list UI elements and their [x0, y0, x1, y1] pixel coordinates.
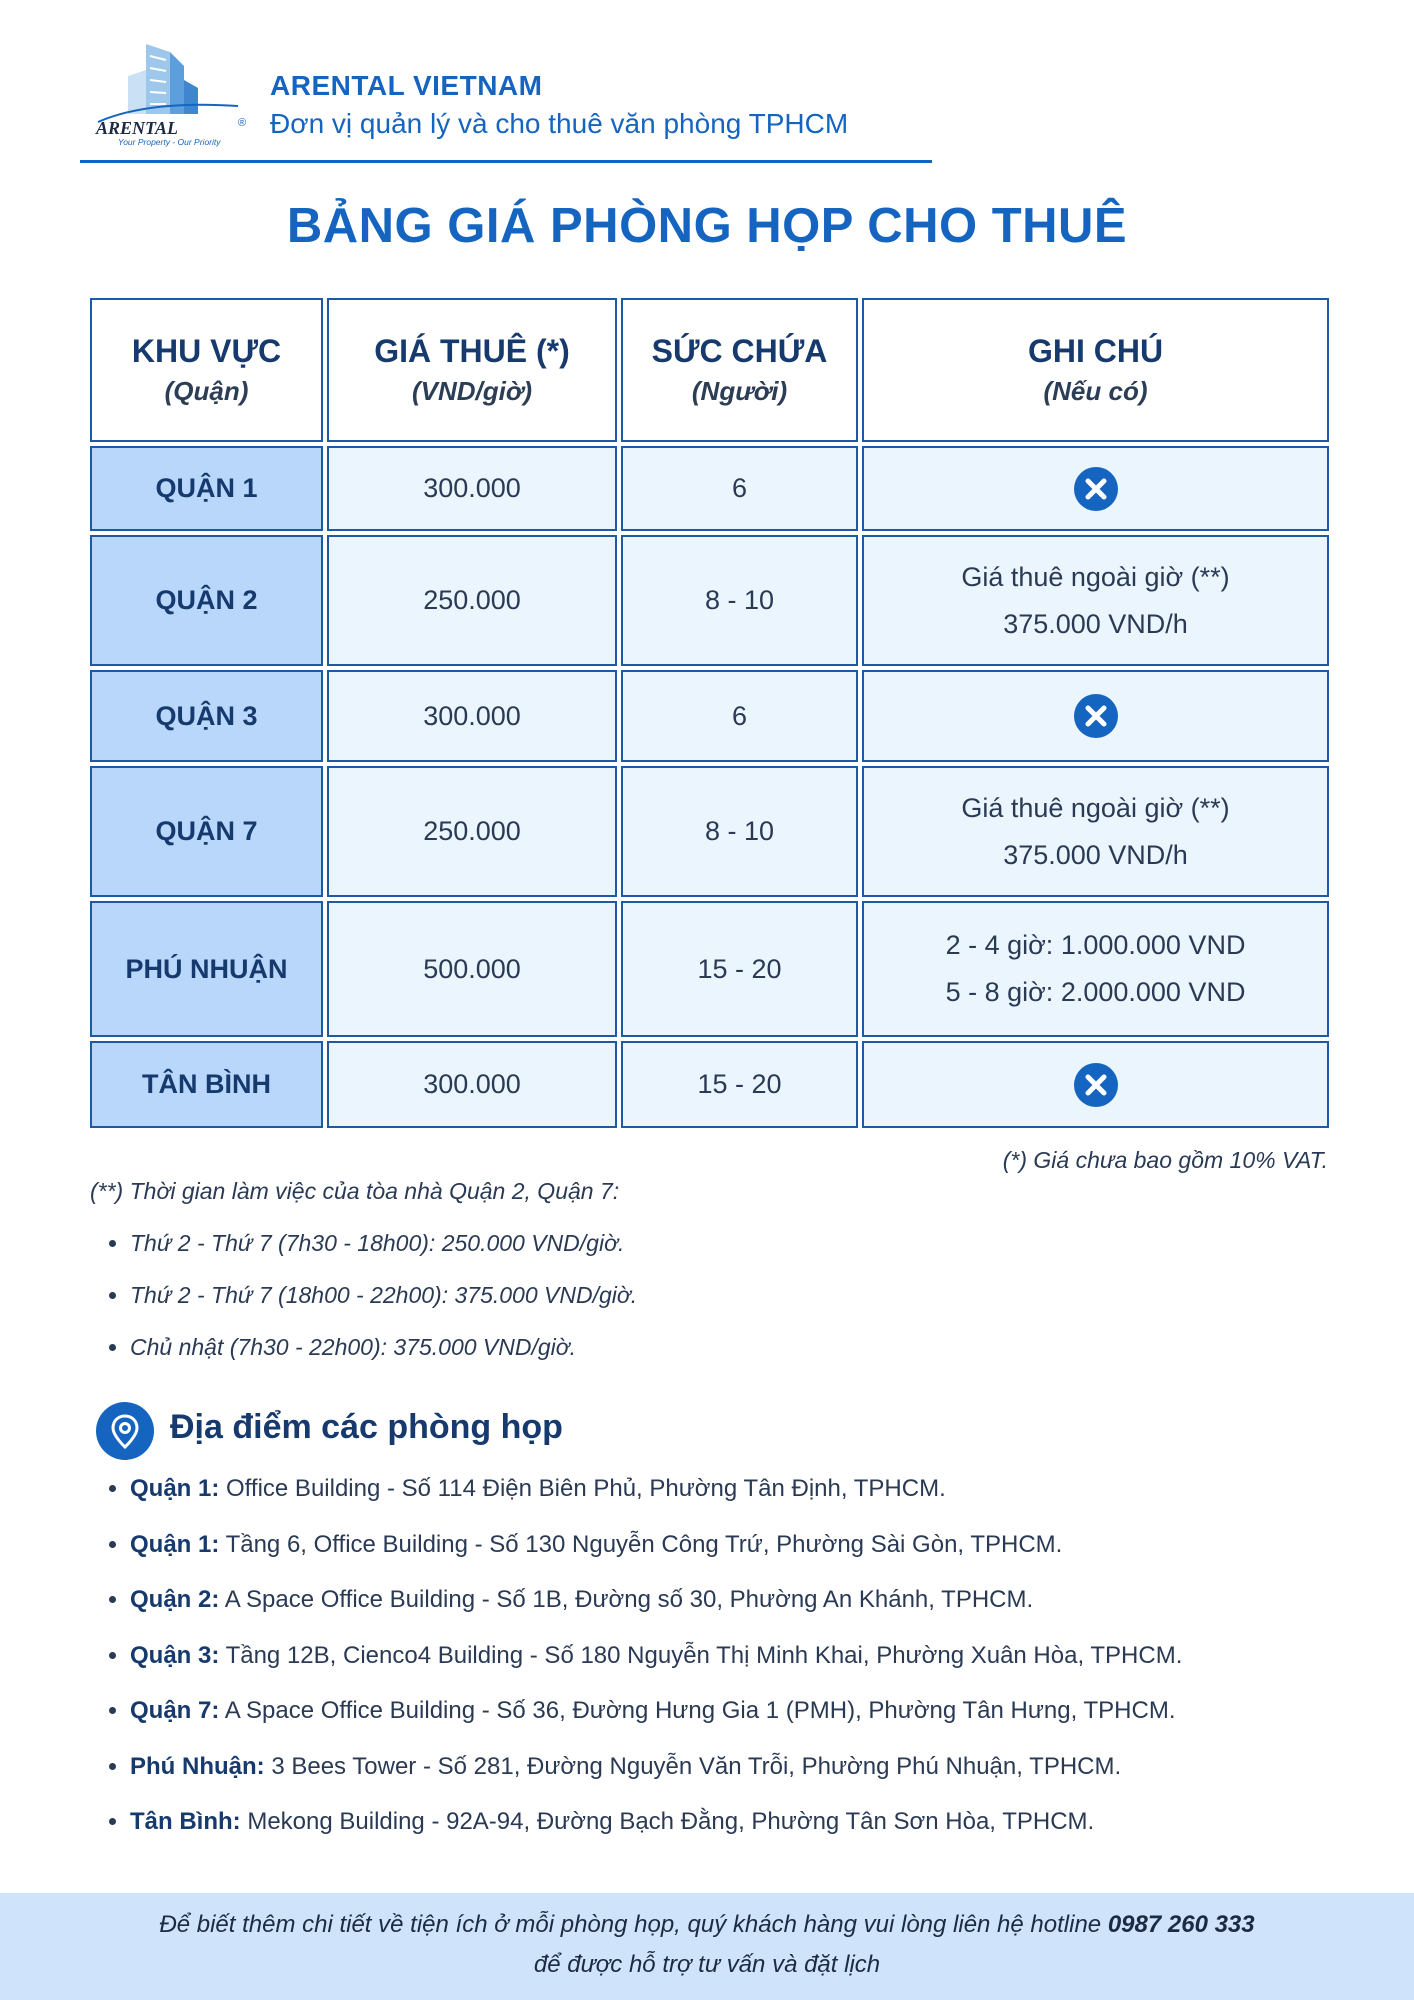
vat-note: (*) Giá chưa bao gồm 10% VAT.: [1002, 1147, 1328, 1173]
footer-contact-line: Để biết thêm chi tiết về tiện ích ở mỗi phòng họp, quý khách hàng vui lòng liên hệ hotline 0987 260 333: [159, 1911, 1255, 1938]
brand-name: ARENTAL VIETNAM: [270, 70, 543, 101]
capacity-cell: 6: [621, 446, 858, 531]
location-label: Tân Bình:: [130, 1808, 241, 1835]
note-line: 375.000 VND/h: [1003, 608, 1188, 639]
svg-text:®: ®: [238, 117, 247, 129]
location-label: Quận 2:: [130, 1586, 220, 1613]
footer-booking-line: để được hỗ trợ tư vấn và đặt lịch: [533, 1951, 881, 1978]
list-item: [130, 1468, 1390, 1524]
location-label: Quận 7:: [130, 1697, 220, 1724]
price-cell: 250.000: [327, 766, 617, 897]
list-item: [130, 1746, 1390, 1802]
capacity-cell: 8 - 10: [621, 766, 858, 897]
location-label: Quận 1:: [130, 1475, 220, 1502]
list-item: [130, 1801, 1390, 1857]
brand-tagline: Đơn vị quản lý và cho thuê văn phòng TPHCM: [270, 108, 849, 139]
hours-list: [90, 1222, 637, 1378]
locations-title: Địa điểm các phòng họp: [170, 1408, 563, 1446]
svg-text:ARENTAL: ARENTAL: [96, 118, 179, 138]
note-cell: [862, 670, 1329, 762]
list-item: [130, 1690, 1390, 1746]
note-line: 5 - 8 giờ: 2.000.000 VND: [945, 977, 1246, 1007]
note-line: Giá thuê ngoài giờ (**): [961, 561, 1230, 592]
area-cell: PHÚ NHUẬN: [90, 901, 323, 1037]
area-cell: QUẬN 1: [90, 446, 323, 531]
header-area: KHU VỰC (Quận): [90, 298, 323, 442]
note-line: 375.000 VND/h: [1003, 839, 1188, 870]
note-cell: [862, 446, 1329, 531]
hotline-number[interactable]: 0987 260 333: [1107, 1911, 1255, 1938]
price-cell: 300.000: [327, 446, 617, 531]
table-header-row: [90, 298, 1329, 442]
table-row: [90, 1041, 1329, 1128]
price-cell: 500.000: [327, 901, 617, 1037]
table-row: [90, 670, 1329, 762]
header-price: GIÁ THUÊ (*) (VND/giờ): [327, 298, 617, 442]
arental-logo: [88, 36, 256, 148]
note-line: 2 - 4 giờ: 1.000.000 VND: [945, 930, 1246, 960]
close-circle-icon: [1073, 1062, 1119, 1108]
location-address: A Space Office Building - Số 1B, Đường số 30, Phường An Khánh, TPHCM.: [219, 1586, 1034, 1613]
note-cell: [862, 766, 1329, 897]
price-cell: 300.000: [327, 1041, 617, 1128]
note-cell: [862, 901, 1329, 1037]
area-cell: QUẬN 2: [90, 535, 323, 666]
list-item: [130, 1524, 1390, 1580]
list-item: [130, 1635, 1390, 1691]
close-circle-icon: [1073, 466, 1119, 512]
area-cell: QUẬN 7: [90, 766, 323, 897]
capacity-cell: 15 - 20: [621, 1041, 858, 1128]
table-row: [90, 901, 1329, 1037]
note-cell: [862, 535, 1329, 666]
list-item: [130, 1579, 1390, 1635]
price-cell: 250.000: [327, 535, 617, 666]
location-address: Office Building - Số 114 Điện Biên Phủ, Phường Tân Định, TPHCM.: [219, 1475, 946, 1502]
capacity-cell: 8 - 10: [621, 535, 858, 666]
list-item: • Thứ 2 - Thứ 7 (7h30 - 18h00): 250.000 VND/giờ.: [130, 1222, 637, 1274]
list-item: • Chủ nhật (7h30 - 22h00): 375.000 VND/giờ.: [130, 1326, 637, 1378]
location-label: Phú Nhuận:: [130, 1752, 265, 1780]
header-capacity: SỨC CHỨA (Người): [621, 298, 858, 442]
price-cell: 300.000: [327, 670, 617, 762]
list-item: • Thứ 2 - Thứ 7 (18h00 - 22h00): 375.000 VND/giờ.: [130, 1274, 637, 1326]
svg-text:Your Property - Our Priority: Your Property - Our Priority: [118, 137, 221, 147]
header-note: GHI CHÚ (Nếu có): [862, 298, 1329, 442]
table-row: [90, 446, 1329, 531]
page-footer: [0, 1893, 1414, 2000]
page-title: BẢNG GIÁ PHÒNG HỌP CHO THUÊ: [286, 199, 1128, 253]
location-address: 3 Bees Tower - Số 281, Đường Nguyễn Văn Trỗi, Phường Phú Nhuận, TPHCM.: [264, 1752, 1122, 1780]
close-circle-icon: [1073, 693, 1119, 739]
table-row: [90, 766, 1329, 897]
location-address: A Space Office Building - Số 36, Đường Hưng Gia 1 (PMH), Phường Tân Hưng, TPHCM.: [219, 1697, 1176, 1724]
price-table: [86, 294, 1333, 1132]
capacity-cell: 15 - 20: [621, 901, 858, 1037]
location-address: Mekong Building - 92A-94, Đường Bạch Đằng, Phường Tân Sơn Hòa, TPHCM.: [240, 1808, 1095, 1835]
locations-list: [90, 1468, 1390, 1857]
page-header: [80, 32, 932, 163]
area-cell: TÂN BÌNH: [90, 1041, 323, 1128]
location-address: Tầng 12B, Cienco4 Building - Số 180 Nguyễn Thị Minh Khai, Phường Xuân Hòa, TPHCM.: [219, 1641, 1183, 1669]
hours-title: (**) Thời gian làm việc của tòa nhà Quận 2, Quận 7:: [90, 1178, 620, 1204]
location-label: Quận 3:: [130, 1641, 220, 1669]
note-line: Giá thuê ngoài giờ (**): [961, 792, 1230, 823]
table-row: [90, 535, 1329, 666]
location-pin-icon: [96, 1402, 154, 1460]
location-address: Tầng 6, Office Building - Số 130 Nguyễn Công Trứ, Phường Sài Gòn, TPHCM.: [219, 1530, 1063, 1558]
note-cell: [862, 1041, 1329, 1128]
location-label: Quận 1:: [130, 1530, 220, 1558]
capacity-cell: 6: [621, 670, 858, 762]
area-cell: QUẬN 3: [90, 670, 323, 762]
